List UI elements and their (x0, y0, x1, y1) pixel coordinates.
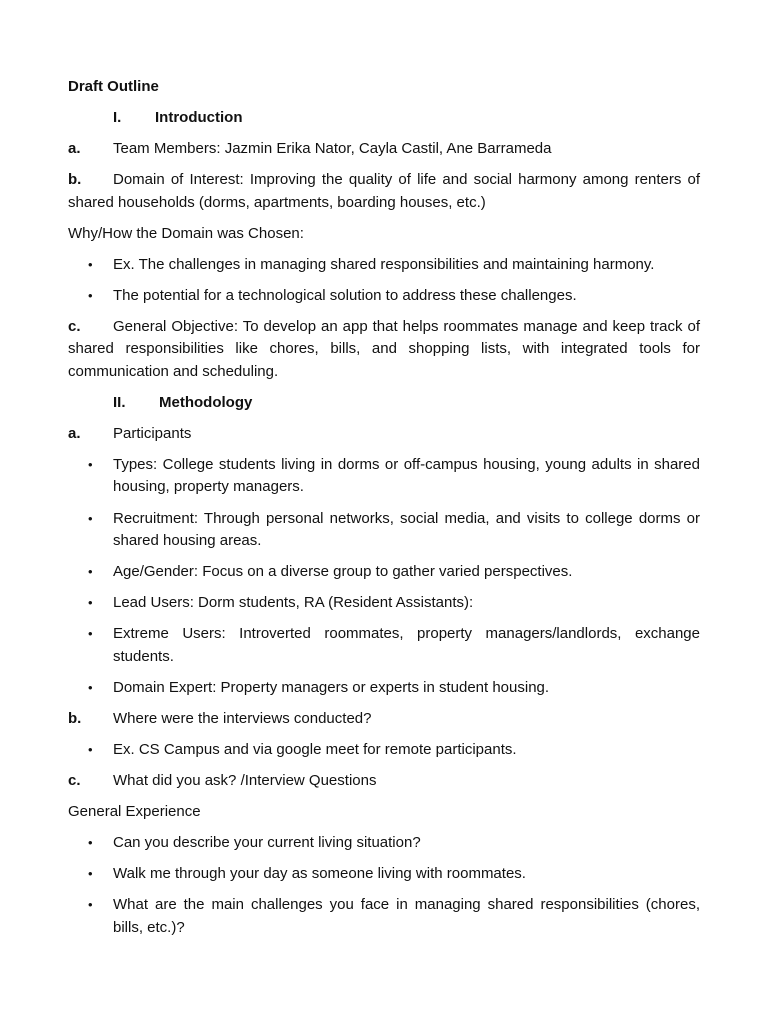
list-item: • The potential for a technological solution to address these challenges. (68, 285, 700, 308)
item-text: What did you ask? /Interview Questions (113, 772, 377, 789)
why-heading: Why/How the Domain was Chosen: (68, 224, 304, 242)
list-item: • What are the main challenges you face in managing shared responsibilities (chores, bills, etc.)? (88, 896, 700, 936)
list-item: • Age/Gender: Focus on a diverse group to gather varied perspectives. (68, 561, 700, 584)
general-bullet-list (68, 832, 700, 939)
section-title: Introduction (155, 109, 243, 126)
item-label: a. (68, 424, 81, 442)
item-text-cont: shared households (dorms, apartments, boarding houses, etc.) (68, 193, 486, 211)
item-label: c. (68, 317, 81, 335)
team-members-item (68, 138, 700, 161)
bullet-icon: • (88, 866, 93, 881)
domain-item (68, 169, 700, 214)
bullet-icon: • (88, 510, 93, 526)
item-label: c. (68, 772, 81, 789)
document-title: Draft Outline (68, 78, 159, 95)
general-experience-heading: General Experience (68, 803, 201, 820)
bullet-icon: • (88, 564, 93, 579)
item-label: a. (68, 140, 81, 157)
section-title: Methodology (159, 393, 253, 411)
section-heading-methodology (68, 392, 700, 415)
where-item (68, 708, 700, 731)
why-bullet-list (68, 254, 700, 308)
bullet-icon: • (88, 256, 93, 272)
where-bullet-list (68, 739, 700, 762)
participants-item (68, 423, 700, 446)
list-item: • Walk me through your day as someone living with roommates. (68, 863, 700, 886)
list-item: • Ex. The challenges in managing shared responsibilities and maintaining harmony. (68, 254, 700, 277)
ask-item (68, 770, 700, 793)
bullet-icon: • (88, 626, 93, 641)
list-item: • Ex. CS Campus and via google meet for remote participants. (68, 739, 700, 762)
item-text: Team Members: Jazmin Erika Nator, Cayla Castil, Ane Barrameda (113, 140, 552, 157)
bullet-icon: • (88, 680, 93, 695)
participant-bullet-list (68, 454, 700, 700)
section-number: II. (113, 393, 126, 411)
document-page (68, 76, 700, 939)
list-item: • Extreme Users: Introverted roommates, property managers/landlords, exchange students. (88, 625, 700, 665)
item-text: General Objective: To develop an app that helps roommates manage and keep track of (113, 317, 700, 335)
bullet-icon: • (88, 835, 93, 850)
item-text: Where were the interviews conducted? (113, 710, 372, 727)
list-item: • Types: College students living in dorms or off-campus housing, young adults in shared housing, property managers. (88, 455, 700, 495)
objective-item (68, 316, 700, 384)
list-item: • Domain Expert: Property managers or experts in student housing. (68, 677, 700, 700)
item-text: Domain of Interest: Improving the quality of life and social harmony among renters of (113, 171, 700, 188)
item-text: Participants (113, 424, 192, 442)
bullet-icon: • (88, 287, 93, 303)
item-label: b. (68, 171, 82, 188)
bullet-icon: • (88, 456, 93, 472)
list-item: • Can you describe your current living situation? (68, 832, 700, 855)
list-item: • Lead Users: Dorm students, RA (Resident Assistants): (68, 592, 700, 615)
bullet-icon: • (88, 595, 93, 610)
item-text-cont: shared responsibilities like chores, bills, and shopping lists, with integrated tools for (68, 340, 700, 357)
bullet-icon: • (88, 897, 93, 912)
list-item: • Recruitment: Through personal networks, social media, and visits to college dorms or shared housing areas. (88, 509, 700, 549)
item-label: b. (68, 710, 82, 727)
section-heading-introduction (68, 107, 700, 130)
bullet-icon: • (88, 742, 93, 757)
section-number: I. (113, 109, 122, 126)
item-text-cont: communication and scheduling. (68, 362, 279, 380)
